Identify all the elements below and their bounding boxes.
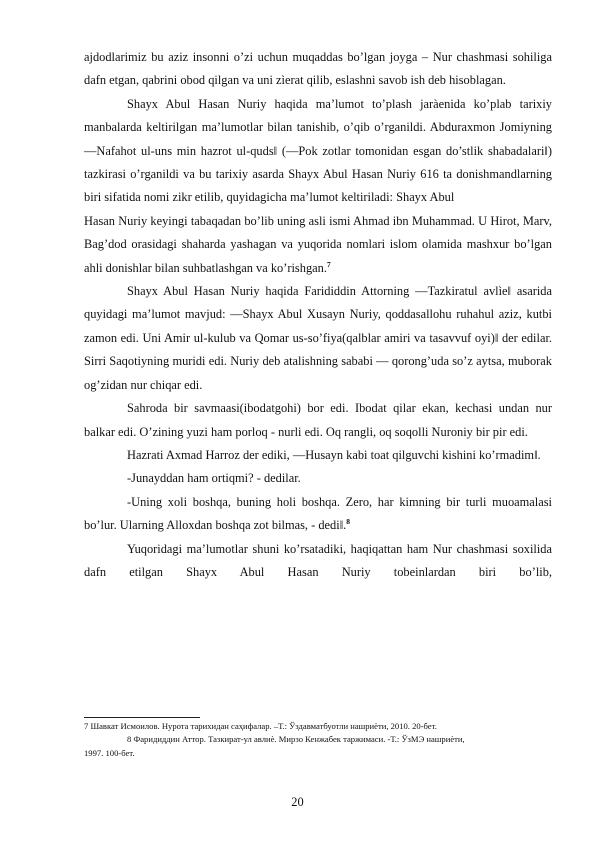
- footnote-7: 7 Шавкат Исмоилов. Нурота тарихидан саҳифалар. –Т.: Ўздавматбуотли нашриѐти, 2010. 20-бет.: [84, 721, 437, 731]
- footnote-8: 8 Фаридиддин Аттор. Тазкират-ул авлиѐ. Мирзо Кенжабек таржимаси. -Т.: ЎзМЭ нашриѐти,: [127, 734, 465, 745]
- page-number: 20: [291, 795, 304, 809]
- paragraph-8: [84, 491, 552, 538]
- page-body: [84, 46, 552, 584]
- footnote-separator: [84, 717, 200, 718]
- footnote-8-continued: 1997. 100-бет.: [84, 747, 135, 758]
- paragraph-8-text: -Uning xoli boshqa, buning holi boshqa. Zero, har kimning bir turli muoamalasi bo’lur. Ularning Alloxdan boshqa zot bilmas, - dedi‖.: [84, 494, 552, 533]
- footnotes: [84, 720, 554, 760]
- footnote-ref-7[interactable]: 7: [326, 259, 331, 269]
- paragraph-6: Hazrati Axmad Harroz der ediki, ―Husayn kabi toat qilguvchi kishini ko’rmadim‖.: [127, 447, 541, 462]
- paragraph-2: Shayx Abul Hasan Nuriy haqida ma’lumot to’plash jaràenida ko’plab tarixiy manbalarda keltirilgan ma’lumotlar bilan tanishib, o’qib o’rganildi. Abduraxmon Jomiyning ―Nafahot ul-uns min hazrot ul-quds‖ (―Pok zotlar tomonidan esgan do’stlik shabadalari‖) tazkirasi o’rganildi va bu tarixiy asarda Shayx Abul Hasan Nuriy 616 ta donishmandlarning biri sifatida nomi zikr etilib, quyidagicha ma’lumot keltiriladi: Shayx Abul: [84, 96, 552, 205]
- footnote-ref-8[interactable]: 8: [346, 517, 351, 527]
- paragraph-3-text: Hasan Nuriy keyingi tabaqadan bo’lib uning asli ismi Ahmad ibn Muhammad. U Hirot, Marv, Bag’dod orasidagi shaharda yashagan va yuqorida nomlari islom olamida mashxur bo’lgan ahli donishlar bilan suhbatlashgan va ko’rishgan.: [84, 213, 552, 275]
- paragraph-7: -Junayddan ham ortiqmi? - dedilar.: [127, 471, 301, 486]
- paragraph-9: Yuqoridagi ma’lumotlar shuni ko’rsatadiki, haqiqattan ham Nur chashmasi soxilida dafn etilgan Shayx Abul Hasan Nuriy tobeinlardan biri bo’lib,: [84, 541, 552, 579]
- paragraph-4: Shayx Abul Hasan Nuriy haqida Farididdin Attorning ―Tazkiratul avlìe‖ asarida quyidagi ma’lumot mavjud: ―Shayx Abul Xusayn Nuriy, qoddasallohu ruhahul aziz, kutbi zamon edi. Uni Amir ul-kulub va Qomar us-so’fiya(qalblar amiri va tasavvuf oyi)‖ der edilar. Sirri Saqotiyning muridi edi. Nuriy deb atalishning sababi — qorong’uda so’z aytsa, muborak og’zidan nur chiqar edi.: [84, 284, 552, 392]
- paragraph-1: ajdodlarimiz bu aziz insonni o’zi uchun muqaddas bo’lgan joyga – Nur chashmasi sohiliga dafn etgan, qabrini obod qilgan va uni zìerat qilib, eslashni savob ish deb hisoblagan.: [84, 50, 552, 88]
- paragraph-5: Sahroda bir savmaasi(ibodatgohi) bor edi. Ibodat qilar ekan, kechasi undan nur balkar edi. O’zining yuzi ham porloq - nurli edi. Oq rangli, oq soqolli Nuroniy bir pir edi.: [84, 401, 552, 439]
- paragraph-3: [84, 210, 552, 280]
